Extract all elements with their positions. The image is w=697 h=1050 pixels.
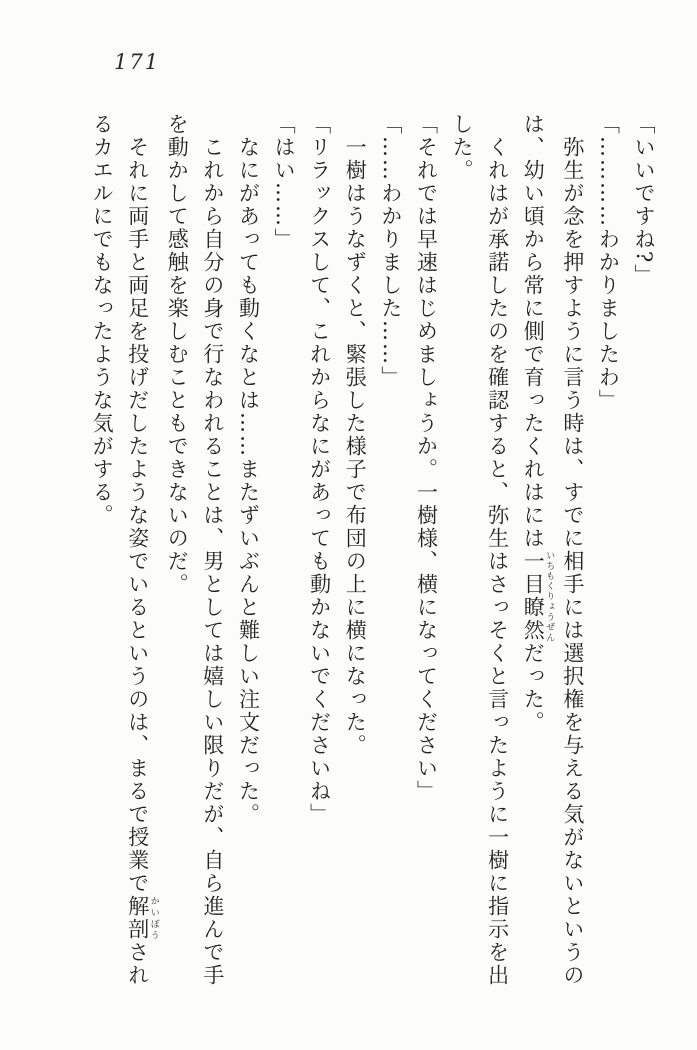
text-line: 「それでは早速はじめましょうか。一樹様、横になってください」: [414, 113, 439, 803]
ruby-annotated-word: 解剖 かいぼう: [125, 895, 159, 941]
text-line: くれはが承諾したのを確認すると、弥生はさっそくと言ったように一樹に指示を出: [485, 136, 510, 987]
text-block: [84, 113, 662, 1018]
text-line: 「はい……」: [272, 113, 297, 251]
text-line: した。: [450, 113, 475, 182]
text-line: 「……わかりました……」: [378, 113, 403, 389]
ruby-annotated-word: 一目瞭然 いちもくりょうぜん: [521, 550, 555, 642]
text-line: 一樹はうなずくと、緊張した様子で布団の上に横になった。: [343, 136, 368, 757]
text-line: 弥生が念を押すように言う時は、すでに相手には選択権を与える気がないというの: [560, 136, 585, 987]
text-line: なにがあっても動くなとは……またずいぶんと難しい注文だった。: [236, 136, 261, 826]
text-line: は、幼い頃から常に側で育ったくれはには一目瞭然 いちもくりょうぜんだった。: [521, 113, 555, 734]
text-line: それに両手と両足を投げだしたような姿でいるというのは、まるで授業で解剖 かいぼうされ: [125, 136, 159, 987]
text-line: 「リラックスして、これからなにがあっても動かないでくださいね」: [307, 113, 332, 826]
text-line: を動かして感触を楽しむこともできないのだ。: [165, 113, 190, 596]
text-line: るカエルにでもなったような気がする。: [90, 113, 115, 527]
text-line: 「…………わかりましたわ」: [596, 113, 621, 412]
page-number: 171: [114, 50, 161, 74]
text-line: これから自分の身で行なわれることは、男としては嬉しい限りだが、自ら進んで手: [200, 136, 225, 987]
text-line: 「いいですね?」: [632, 113, 656, 288]
